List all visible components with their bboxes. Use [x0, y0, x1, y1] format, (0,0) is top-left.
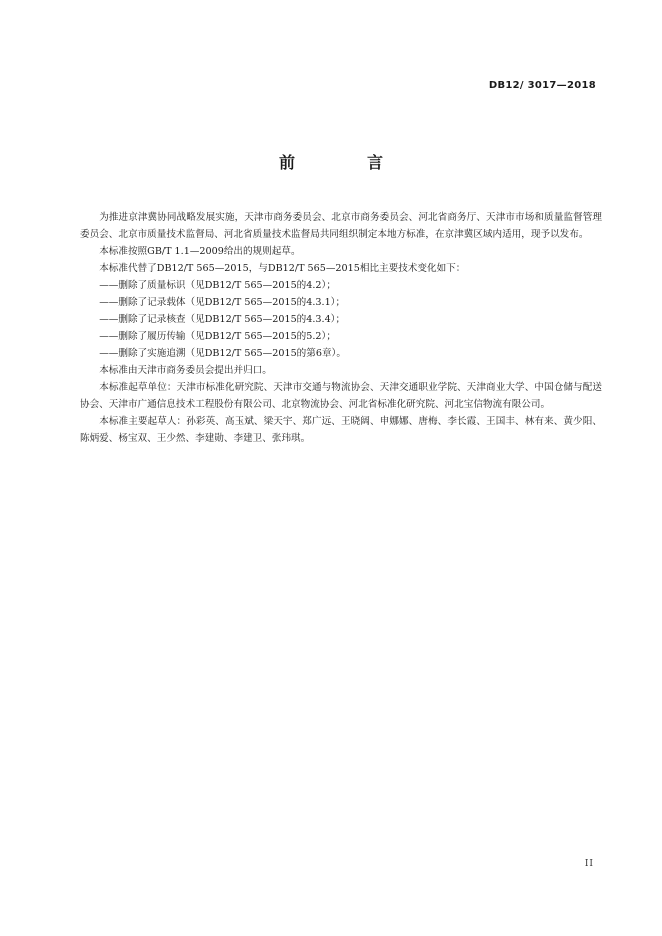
paragraph-drafting-rules: 本标准按照GB/T 1.1—2009给出的规则起草。 [99, 246, 301, 257]
paragraph-drafting-units: 本标准起草单位：天津市标准化研究院、天津市交通与物流协会、天津交通职业学院、天津商业大学、中国仓储与配送协会、天津市广通信息技术工程股份有限公司、北京物流协会、河北省标准化研究院、河北宝信物流有限公司。 [80, 382, 602, 410]
change-item: ——删除了履历传输（见DB12/T 565—2015的5.2）； [99, 331, 336, 342]
change-item: ——删除了记录载体（见DB12/T 565—2015的4.3.1）； [99, 297, 346, 308]
paragraph-drafters: 本标准主要起草人：孙彩英、高玉斌、梁天宇、郑广远、王晓阔、申娜娜、唐梅、李长霞、王国丰、林有来、黄少阳、陈炳爱、杨宝双、王少然、李建勋、李建卫、张玮琪。 [80, 416, 602, 444]
paragraph-purpose: 为推进京津冀协同战略发展实施，天津市商务委员会、北京市商务委员会、河北省商务厅、天津市市场和质量监督管理委员会、北京市质量技术监督局、河北省质量技术监督局共同组织制定本地方标准，在京津冀区域内适用，现予以发布。 [80, 212, 602, 240]
paragraph-proposer: 本标准由天津市商务委员会提出并归口。 [99, 365, 272, 376]
change-item: ——删除了质量标识（见DB12/T 565—2015的4.2）； [99, 280, 336, 291]
document-code: DB12/ 3017—2018 [488, 80, 596, 91]
change-item: ——删除了实施追溯（见DB12/T 565—2015的第6章）。 [99, 348, 346, 359]
page-title: 前 言 [278, 153, 411, 172]
foreword-body [80, 209, 602, 447]
paragraph-replacement: 本标准代替了DB12/T 565—2015，与DB12/T 565—2015相比主要技术变化如下： [99, 263, 466, 274]
change-item: ——删除了记录核查（见DB12/T 565—2015的4.3.4）； [99, 314, 346, 325]
page-number: II [584, 859, 594, 869]
